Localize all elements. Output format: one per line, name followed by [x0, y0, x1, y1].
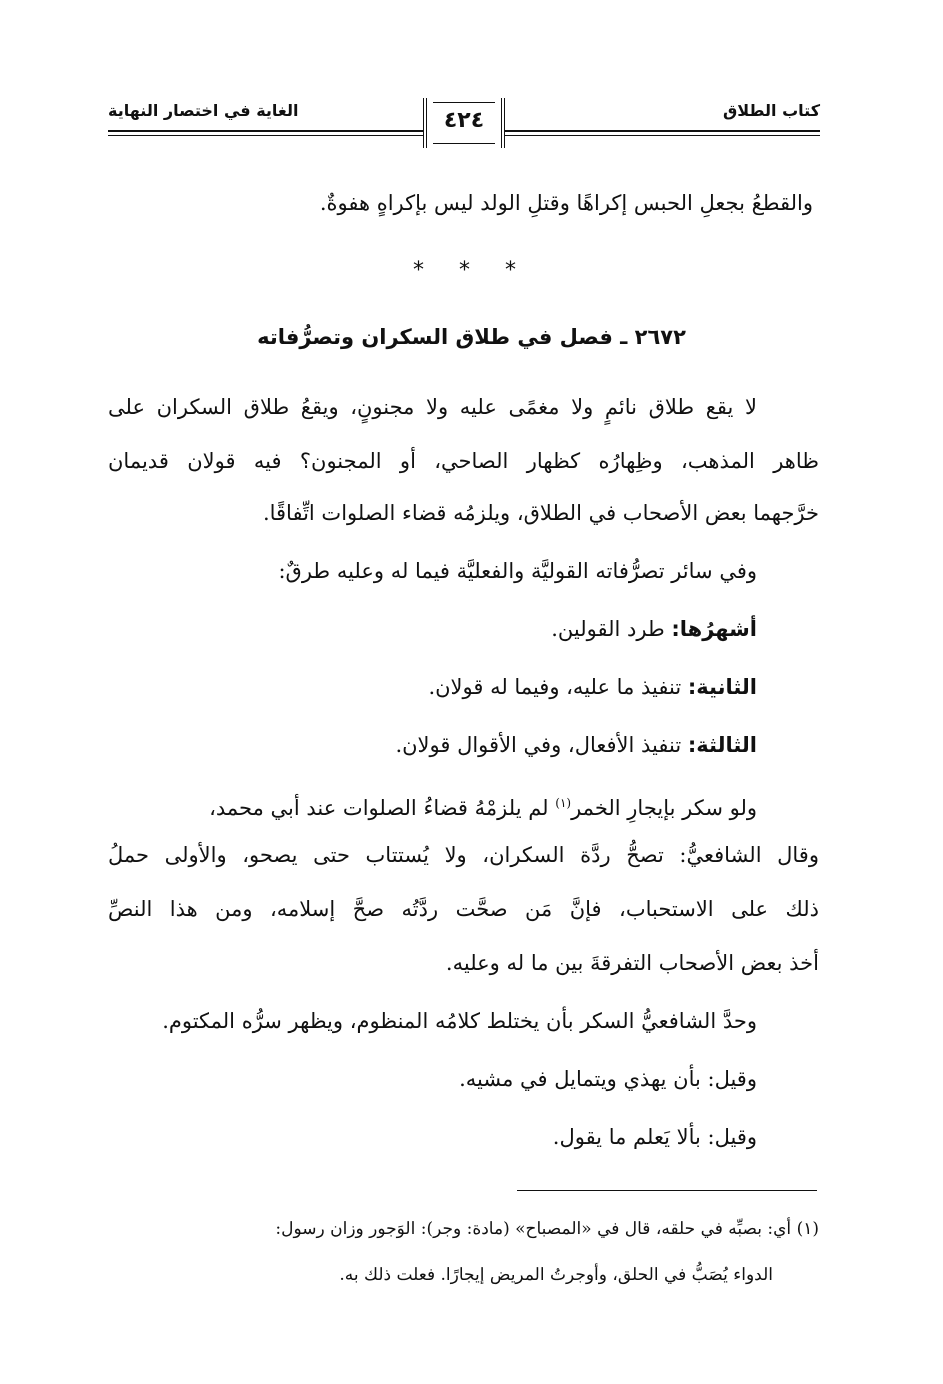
page-number-frame [423, 98, 505, 148]
footnote-text-1: أي: بصبِّه في حلقه، قال في «المصباح» (مادة: وجر): الوَجور وزان رسول: [275, 1219, 792, 1239]
paragraph-3-line-2: وقال الشافعيُّ: تصحُّ ردَّة السكران، ولا يُستتاب حتى يصحو، والأولى حملُ [108, 843, 819, 867]
way-1-label: أشهرُها: [671, 617, 757, 641]
footnote-rule [517, 1190, 817, 1191]
way-3 [395, 730, 757, 760]
way-1-text: طرد القولين. [551, 617, 665, 641]
way-2-text: تنفيذ ما عليه، وفيما له قولان. [428, 675, 682, 699]
footnote-line-1 [275, 1216, 819, 1242]
running-header [108, 100, 820, 146]
way-3-label: الثالثة: [687, 733, 757, 757]
paragraph-3-line-4: أخذ بعض الأصحاب التفرقةَ بين ما له وعليه. [445, 951, 819, 975]
paragraph-1-line-1: لا يقع طلاق نائمٍ ولا مغمًى عليه ولا مجنونٍ، ويقعُ طلاق السكران على [108, 395, 757, 419]
paragraph-3-line-3: ذلك على الاستحباب، فإنَّ مَن صحَّت ردَّتُه صحَّ إسلامه، ومن هذا النصِّ [108, 897, 819, 921]
page-number: ٤٢٤ [443, 108, 485, 133]
footnote-line-2: الدواء يُصَبُّ في الحلق، وأوجرتُ المريض إيجارًا. فعلت ذلك به. [339, 1265, 773, 1285]
footnote-number: (١) [796, 1219, 819, 1239]
paragraph-3-line-1-a: ولو سكر بإيجارِ الخمر [571, 796, 757, 820]
way-3-text: تنفيذ الأفعال، وفي الأقوال قولان. [395, 733, 682, 757]
way-2 [428, 672, 757, 702]
paragraph-6: وقيل: بألا يَعلم ما يقول. [552, 1125, 757, 1149]
chapter-title: كتاب الطلاق [722, 101, 820, 120]
way-2-label: الثانية: [687, 675, 757, 699]
paragraph-4: وحدَّ الشافعيُّ السكر بأن يختلط كلامُه المنظوم، ويظهر سرُّه المكتوم. [162, 1009, 757, 1033]
paragraph-5: وقيل: بأن يهذي ويتمايل في مشيه. [459, 1067, 757, 1091]
book-title: الغاية في اختصار النهاية [108, 101, 299, 120]
paragraph-3-line-1 [209, 788, 757, 823]
carry-over-line: والقطعُ بجعلِ الحبس إكراهًا وقتلِ الولد ليس بإكراهٍ هفوةٌ. [319, 191, 813, 215]
section-separator: * * * [413, 258, 530, 283]
section-heading: ٢٦٧٢ ـ فصل في طلاق السكران وتصرُّفاته [257, 325, 686, 349]
footnote-reference: (١) [555, 796, 572, 810]
paragraph-1-line-2: ظاهر المذهب، وظِهارُه كظهار الصاحي، أو المجنون؟ فيه قولان قديمان [108, 449, 819, 473]
way-1 [551, 614, 757, 644]
paragraph-3-line-1-b: لم يلزمْهُ قضاءُ الصلوات عند أبي محمد، [209, 796, 556, 820]
paragraph-1-line-3: خرَّجهما بعض الأصحاب في الطلاق، ويلزمُه قضاء الصلوات اتِّفاقًا. [262, 501, 819, 525]
paragraph-2: وفي سائر تصرُّفاته القوليَّة والفعليَّة فيما له وعليه طرقٌ: [278, 559, 757, 583]
